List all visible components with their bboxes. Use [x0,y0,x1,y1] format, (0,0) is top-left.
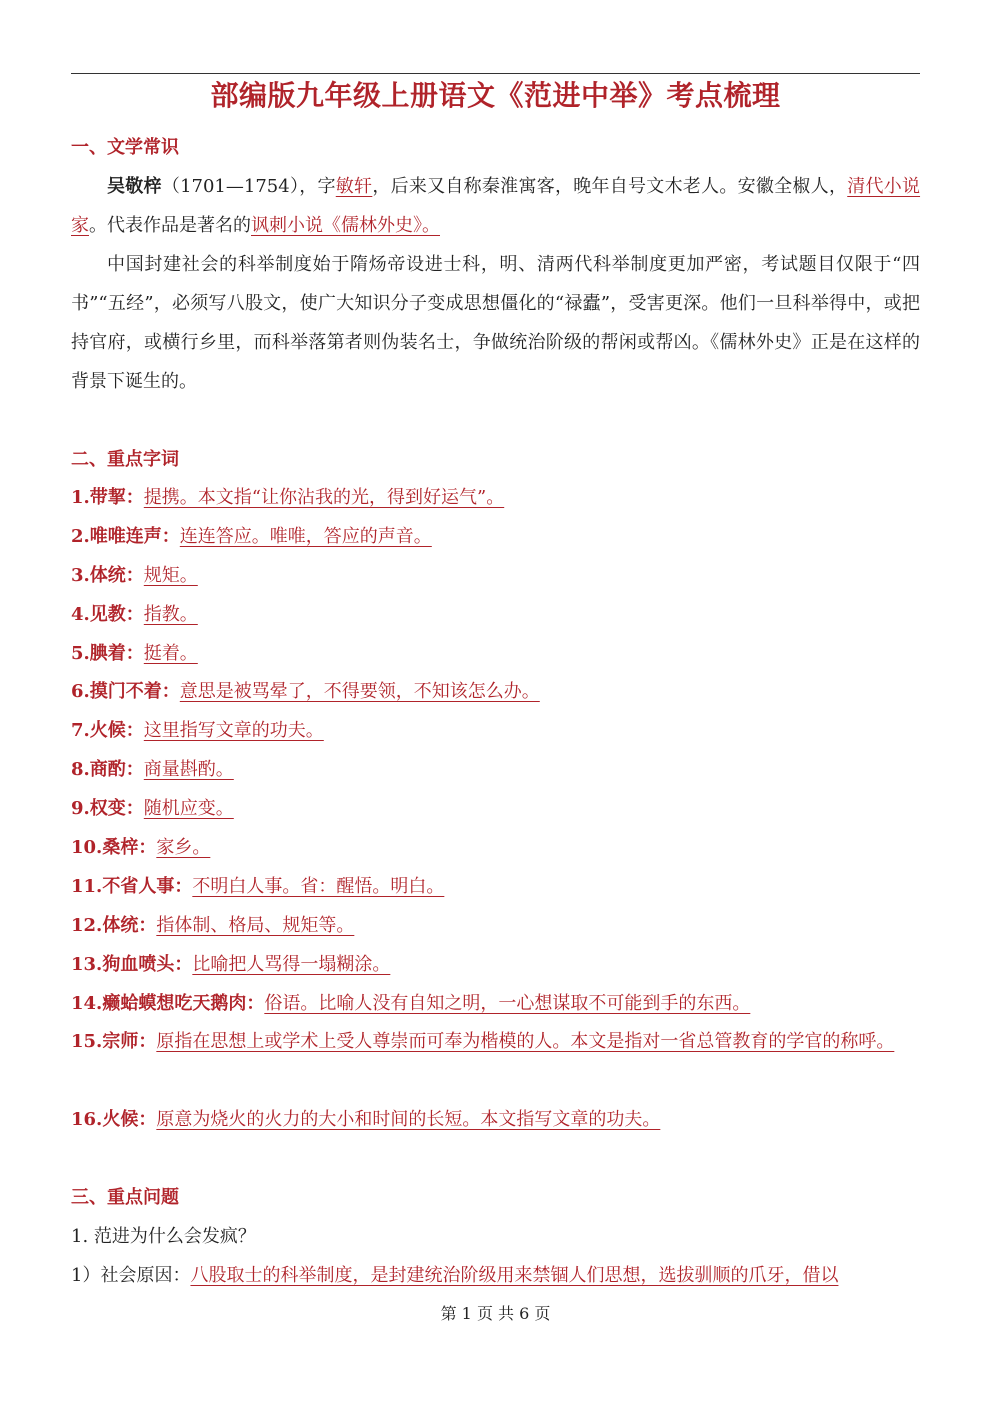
vocab-term: 6.摸门不着： [71,681,180,702]
vocab-term: 16.火候： [71,1109,157,1130]
vocab-term: 4.见教： [71,604,144,625]
vocab-term: 2.唯唯连声： [71,526,180,547]
vocab-term: 7.火候： [71,720,144,741]
section-heading-vocabulary: 二、重点字词 [71,449,179,470]
text-run: （1701—1754），字 [161,176,336,197]
vocab-item [71,1100,920,1139]
vocab-definition: 比喻把人骂得一塌糊涂。 [192,954,391,975]
text-run: 。代表作品是著名的 [89,215,251,236]
question-1: 1. 范进为什么会发疯？ [71,1226,256,1247]
work-title: 讽刺小说《儒林外史》。 [251,215,440,236]
section-heading-questions: 三、重点问题 [71,1187,179,1208]
era-label: 清代小说家 [71,176,921,236]
vocab-term: 10.桑梓： [71,837,157,858]
page-footer: 第 1 页 共 6 页 [440,1304,551,1323]
vocab-definition: 不明白人事。省：醒悟。明白。 [192,876,445,897]
vocab-item [71,789,920,828]
section-heading-literature: 一、文学常识 [71,137,179,158]
answer-text: 八股取士的科举制度，是封建统治阶级用来禁锢人们思想，选拔驯顺的爪牙，借以 [190,1265,839,1286]
vocab-definition: 指体制、格局、规矩等。 [156,915,355,936]
vocab-item [71,556,920,595]
vocab-definition: 提携。本文指“让你沾我的光，得到好运气”。 [143,487,505,508]
vocab-term: 8.商酌： [71,759,144,780]
courtesy-name: 敏轩 [335,176,373,197]
answer-1-line [71,1264,838,1288]
vocab-term: 15.宗师： [71,1031,157,1052]
vocab-definition: 规矩。 [143,565,198,586]
vocab-term: 1.带挈： [71,487,144,508]
vocab-item [71,711,920,750]
vocab-definition: 原意为烧火的火力的大小和时间的长短。本文指写文章的功夫。 [156,1109,661,1130]
vocab-definition: 商量斟酌。 [143,759,234,780]
vocab-term: 13.狗血喷头： [71,954,193,975]
vocab-term: 12.体统： [71,915,157,936]
vocab-item [71,906,920,945]
vocab-item [71,945,920,984]
vocab-item [71,634,920,673]
vocab-term: 5.腆着： [71,643,144,664]
vocab-item [71,672,920,711]
top-rule [71,73,920,74]
vocab-term: 9.权变： [71,798,144,819]
vocab-item [71,828,920,867]
author-name: 吴敬梓 [107,176,162,197]
page-title: 部编版九年级上册语文《范进中举》考点梳理 [210,79,781,112]
vocab-definition: 随机应变。 [143,798,234,819]
vocab-item [71,517,920,556]
text-run: ，后来又自称秦淮寓客，晚年自号文木老人。安徽全椒人， [372,176,848,197]
vocab-item [71,750,920,789]
vocab-definition: 连连答应。唯唯，答应的声音。 [179,526,432,547]
vocab-item [71,1022,920,1061]
vocab-item [71,867,920,906]
vocab-definition: 家乡。 [156,837,211,858]
vocab-definition: 挺着。 [143,643,198,664]
author-paragraph [71,167,920,245]
vocab-term: 14.癞蛤蟆想吃天鹅肉： [71,993,265,1014]
vocab-item [71,984,920,1023]
vocab-term: 11.不省人事： [71,876,193,897]
answer-label: 1）社会原因： [71,1265,191,1286]
background-paragraph: 中国封建社会的科举制度始于隋炀帝设进士科，明、清两代科举制度更加严密，考试题目仅限于“四书”“五经”，必须写八股文，使广大知识分子变成思想僵化的“禄蠹”，受害更深。他们一旦科举得中，或把持官府，或横行乡里，而科举落第者则伪装名士，争做统治阶级的帮闲或帮凶。《儒林外史》正是在这样的背景下诞生的。 [71,254,920,392]
vocab-definition: 指教。 [143,604,198,625]
vocab-definition: 原指在思想上或学术上受人尊崇而可奉为楷模的人。本文是指对一省总管教育的学官的称呼。 [156,1031,895,1052]
vocab-definition: 俗语。比喻人没有自知之明，一心想谋取不可能到手的东西。 [264,993,751,1014]
vocab-term: 3.体统： [71,565,144,586]
vocab-item [71,595,920,634]
vocab-definition: 意思是被骂晕了，不得要领，不知该怎么办。 [179,681,540,702]
vocab-item [71,478,920,517]
vocab-definition: 这里指写文章的功夫。 [143,720,324,741]
